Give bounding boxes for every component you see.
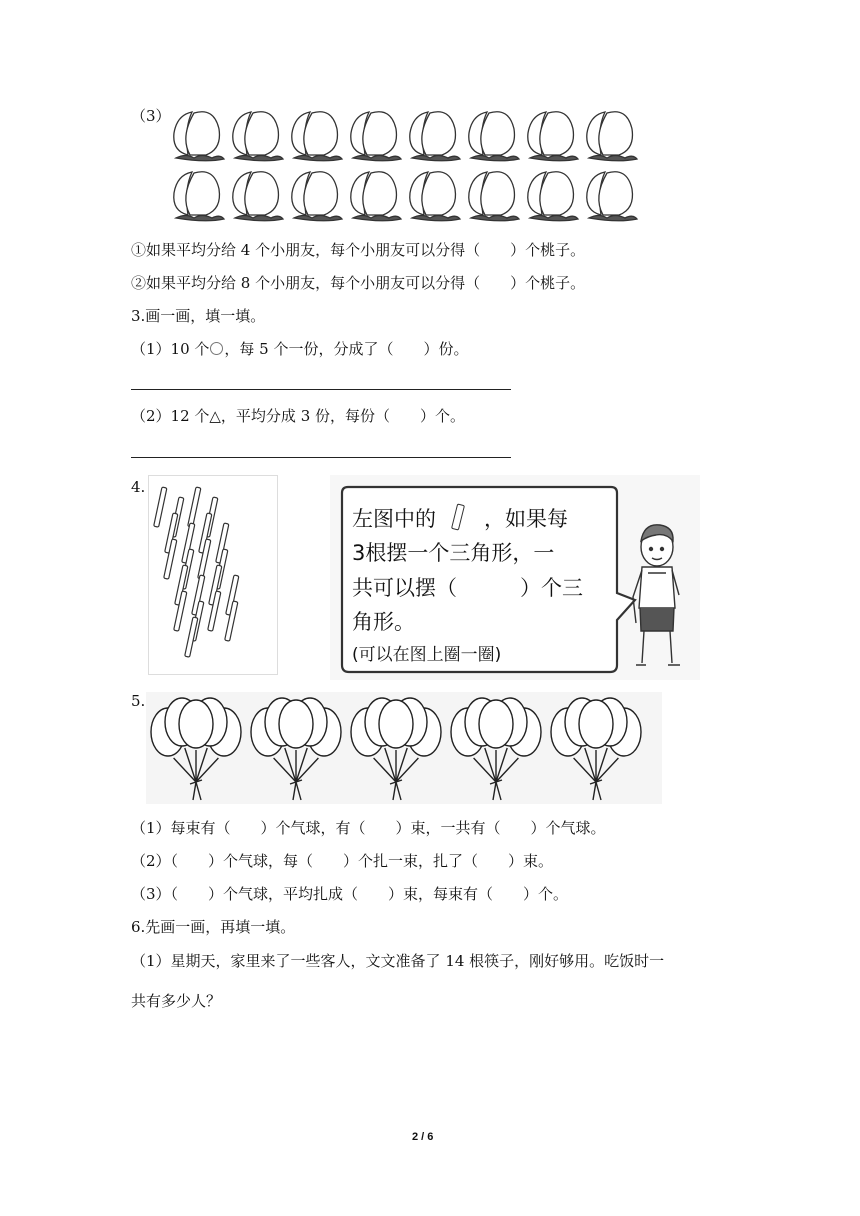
section-number-4: 4. [131, 478, 146, 496]
section-title-6: 6.先画一画，再填一填。 [131, 918, 296, 936]
bubble-line-5: (可以在图上圈一圈) [352, 645, 502, 665]
balloons-figure [146, 692, 662, 804]
stick-icon [154, 487, 167, 527]
stick-icon [188, 487, 201, 527]
bubble-line-1-post: ，如果每 [484, 507, 568, 531]
section-title-3: 3.画一画，填一填。 [131, 307, 266, 325]
peach-icon [292, 172, 342, 221]
bubble-line-2: 3根摆一个三角形，一 [352, 541, 555, 565]
q3-part2: （2）12 个△，平均分成 3 份，每份（ ）个。 [131, 407, 466, 425]
peach-icon [410, 112, 460, 161]
peaches-figure [170, 105, 650, 225]
question-line-8-kids: ②如果平均分给 8 个小朋友，每个小朋友可以分得（ ）个桃子。 [131, 274, 586, 292]
q6-part1-line1: （1）星期天，家里来了一些客人，文文准备了 14 根筷子，刚好够用。吃饭时一 [131, 952, 665, 970]
answer-line-1[interactable] [131, 389, 511, 390]
peach-icon [351, 172, 401, 221]
circle-icon [210, 342, 223, 355]
peach-icon [174, 112, 224, 161]
peach-icon [174, 172, 224, 221]
section-number-5: 5. [131, 692, 146, 710]
balloon-icon [479, 700, 513, 748]
peach-icon [410, 172, 460, 221]
q5-part2: （2）（ ）个气球，每（ ）个扎一束，扎了（ ）束。 [131, 852, 554, 870]
balloon-icon [379, 700, 413, 748]
answer-line-2[interactable] [131, 457, 511, 458]
question-line-4-kids: ①如果平均分给 4 个小朋友，每个小朋友可以分得（ ）个桃子。 [131, 241, 586, 259]
peach-icon [587, 112, 637, 161]
balloon-icon [279, 700, 313, 748]
peach-icon [528, 172, 578, 221]
bubble-line-3: 共可以摆（ ）个三 [352, 576, 583, 600]
q3-part1 [131, 339, 469, 359]
bubble-line-4: 角形。 [352, 610, 415, 634]
peach-icon [469, 172, 519, 221]
bubble-line-1-pre: 左图中的 [352, 507, 436, 531]
bubble-line-1 [352, 504, 568, 533]
peach-icon [351, 112, 401, 161]
q3-part1-post: ，每 5 个一份，分成了（ ）份。 [224, 340, 469, 358]
balloon-icon [579, 700, 613, 748]
q3-part1-pre: （1）10 个 [131, 340, 210, 358]
balloon-icon [179, 700, 213, 748]
peach-icon [469, 112, 519, 161]
q5-part3: （3）（ ）个气球，平均扎成（ ）束，每束有（ ）个。 [131, 885, 569, 903]
peach-icon [292, 112, 342, 161]
peach-icon [233, 112, 283, 161]
part-label-3: （3） [131, 107, 171, 125]
sticks-figure [148, 475, 278, 675]
q6-part1-line2: 共有多少人？ [131, 992, 222, 1010]
peach-icon [587, 172, 637, 221]
peach-icon [528, 112, 578, 161]
q5-part1: （1）每束有（ ）个气球，有（ ）束，一共有（ ）个气球。 [131, 819, 606, 837]
page-number: 2 / 6 [412, 1131, 434, 1143]
stick-icon [451, 503, 465, 530]
peach-icon [233, 172, 283, 221]
